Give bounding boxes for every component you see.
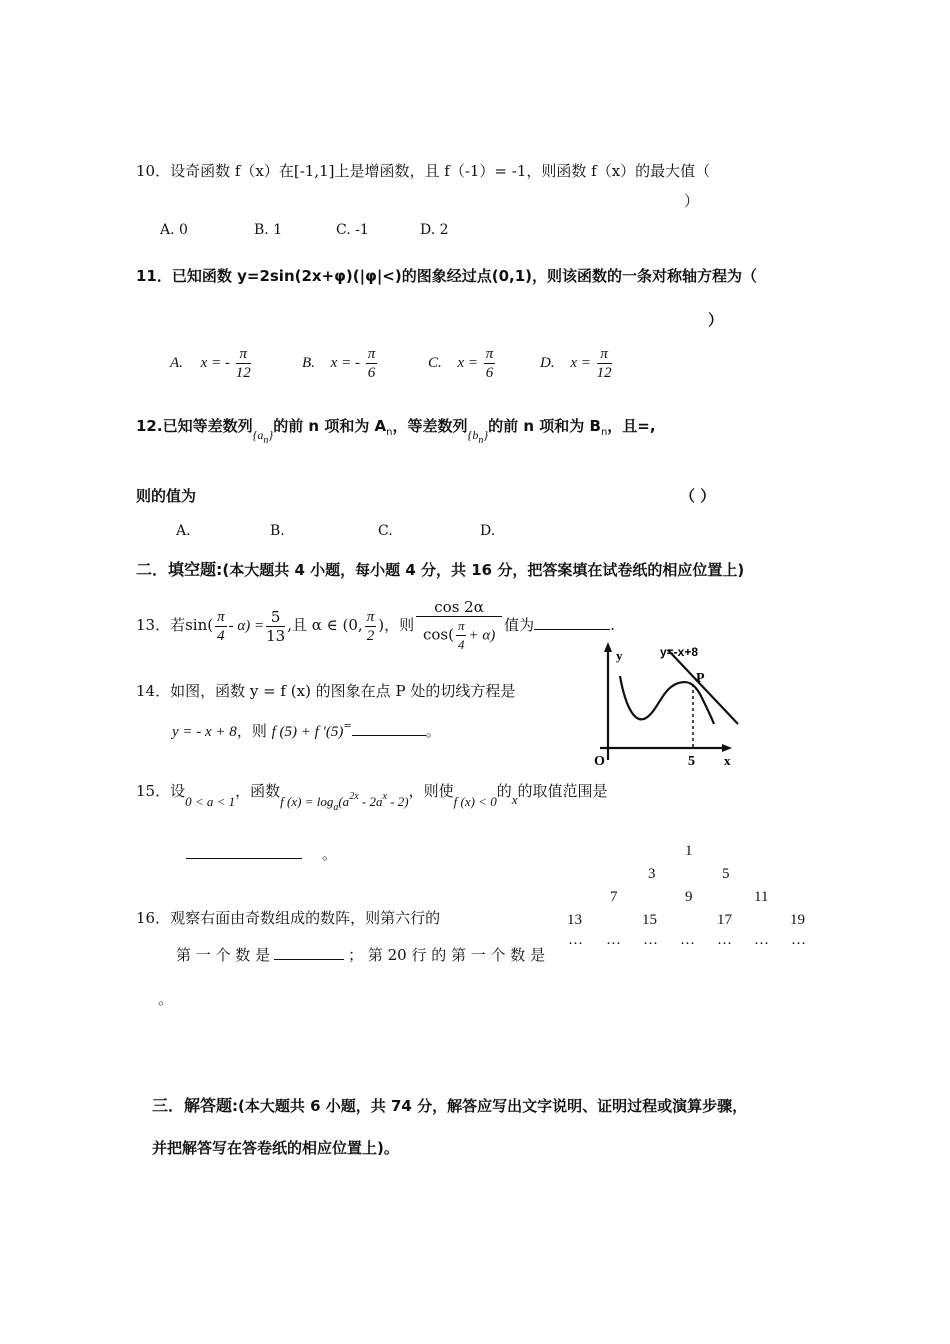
- array-r4-c4: 19: [790, 912, 805, 928]
- q15-cond: 0 < a < 1: [185, 794, 236, 809]
- array-r4-c1: 13: [567, 912, 582, 928]
- tick-5-label: 5: [688, 754, 695, 769]
- q14-tangent-eq: y = - x + 8: [172, 724, 237, 740]
- q13-frac-pi4: $\frac{\pi}{4}$: [217, 608, 225, 644]
- q10-option-a: A. 0: [160, 222, 188, 238]
- q15-end: 。: [322, 845, 338, 863]
- q14-line1: 14．如图，函数 y = f (x) 的图象在点 P 处的切线方程是: [136, 682, 516, 700]
- x-axis-arrow: [722, 744, 732, 752]
- q10-option-c: C. -1: [336, 222, 369, 238]
- q10-stem: 10．设奇函数 f（x）在[-1,1]上是增函数，且 f（-1）= -1，则函数 f（x）的最大值（: [136, 162, 711, 180]
- q12-option-b: B.: [270, 523, 285, 539]
- array-r2-c2: 5: [722, 866, 730, 882]
- q12-sub-b: n: [600, 427, 608, 438]
- array-r1-c1: 1: [685, 843, 693, 859]
- q12-sub-a: n: [386, 427, 393, 438]
- array-r3-c3: 11: [754, 889, 769, 905]
- q12-option-c: C.: [378, 523, 393, 539]
- q12-seq-b: {bn}: [467, 428, 489, 446]
- q14-eqsign: =: [343, 721, 352, 732]
- q15-mid: ，函数: [235, 782, 281, 800]
- q11-option-c-lhs: x =: [457, 354, 479, 371]
- array-dots-4: …: [680, 932, 695, 948]
- q11-option-c-fraction: $\frac{\pi}{6}$: [485, 346, 494, 381]
- q10-option-b: B. 1: [254, 222, 283, 238]
- q15-answer-blank[interactable]: [186, 858, 302, 859]
- array-dots-1: …: [568, 932, 583, 948]
- q15-function: f $(x) = \log_a(a^{2x} - 2a^x - 2)$: [280, 791, 409, 813]
- section2-desc: (本大题共 4 小题，每小题 4 分，共 16 分，把答案填在试卷纸的相应位置上): [222, 561, 745, 579]
- q13-minus-alpha: - α) =: [228, 618, 265, 634]
- section3-desc2: 并把解答写在答卷纸的相应位置上)。: [152, 1139, 399, 1157]
- array-r3-c1: 7: [610, 889, 618, 905]
- q12-part4: 的前 n 项和为 B: [488, 417, 601, 435]
- q13-answer-blank[interactable]: [534, 629, 610, 630]
- q13-then: )，则: [378, 616, 415, 634]
- q15-tail: 的取值范围是: [517, 782, 608, 800]
- q16-line2a: 第 一 个 数 是: [176, 946, 271, 964]
- q16-line2: [176, 944, 545, 965]
- tangent-label: y=-x+8: [660, 645, 699, 659]
- q12-part2: 的前 n 项和为 A: [273, 417, 387, 435]
- q12-line1: [136, 415, 656, 446]
- array-dots-7: …: [791, 932, 806, 948]
- q13-frac-5-13: $\frac{5}{13}$: [266, 607, 286, 645]
- q12-option-d: D.: [480, 523, 496, 539]
- q16-line1: 16．观察右面由奇数组成的数阵，则第六行的: [136, 909, 441, 927]
- q12-part1: 12.已知等差数列: [136, 417, 253, 435]
- q10-option-d: D. 2: [420, 222, 449, 238]
- q15-inequality: f (x) < 0: [453, 794, 497, 809]
- q13-tail: 值为: [504, 616, 535, 634]
- q11-stem: 11．已知函数 y=2sin(2x+φ)(|φ|<)的图象经过点(0,1)，则该函数的一条对称轴方程为（: [136, 267, 758, 285]
- q13-big-fraction: [416, 598, 502, 654]
- q15-de: 的: [496, 782, 512, 800]
- x-label: x: [724, 753, 731, 768]
- array-dots-5: …: [717, 932, 732, 948]
- y-label: y: [616, 648, 623, 663]
- q11-close-paren: ）: [708, 311, 724, 329]
- q11-option-b: [302, 345, 379, 382]
- q11-option-c-label: C.: [428, 354, 442, 371]
- q16-line2b: ； 第 20 行 的 第 一 个 数 是: [348, 946, 546, 964]
- q14-line2: [172, 720, 441, 741]
- section3-heading: [152, 1093, 747, 1116]
- section3-desc1: :(本大题共 6 小题，共 74 分，解答应写出文字说明、证明过程或演算步骤，: [232, 1097, 748, 1115]
- q13-prefix: 13．若: [136, 616, 186, 634]
- q13-line: 13．若sin( $\frac{\pi}{4}$ - α) = $\frac{5}{13}$ ,且 α ∈ (0, $\frac{\pi}{2}$ )，则 cos 2α cos( $\frac{\pi}{4}$ + α) 值为 .: [136, 598, 615, 652]
- q11-option-b-fraction: $\frac{\pi}{6}$: [367, 346, 376, 381]
- q11-option-d-fraction: $\frac{\pi}{12}$: [596, 346, 612, 381]
- point-p-label: P: [696, 671, 705, 686]
- q11-option-a-lhs: x = -: [200, 354, 230, 371]
- q14-answer-blank[interactable]: [352, 735, 426, 736]
- q13-sin: sin(: [185, 616, 214, 634]
- section3-title: 三．解答题: [152, 1096, 233, 1115]
- q11-option-b-label: B.: [302, 354, 315, 371]
- q11-option-c: [428, 345, 497, 382]
- q14-then: ，则: [236, 722, 267, 740]
- q11-option-d-lhs: x =: [570, 354, 591, 371]
- section2-title: 二．填空题:: [136, 560, 223, 579]
- array-dots-2: …: [606, 932, 621, 948]
- q11-option-a-label: A.: [170, 354, 183, 371]
- q12-part3: ，等差数列: [392, 417, 468, 435]
- array-dots-6: …: [754, 932, 769, 948]
- q15-prefix: 15．设: [136, 782, 186, 800]
- q11-option-b-lhs: x = -: [330, 354, 360, 371]
- q14-graph: [580, 640, 750, 770]
- q16-blank-1[interactable]: [274, 959, 344, 960]
- q13-denominator: cos( $\frac{\pi}{4}$ + α): [422, 618, 496, 652]
- tangent-line: [668, 650, 738, 724]
- q12-paren: （ ）: [680, 487, 716, 505]
- q12-seq-a: {an}: [252, 428, 274, 446]
- q13-cond: ,且 α ∈ (0,: [287, 616, 363, 634]
- origin-label: O: [594, 754, 605, 769]
- q13-numerator: cos 2α: [416, 598, 502, 617]
- q14-expr: f (5) + f ′(5): [271, 724, 344, 740]
- q12-line2: 则的值为: [136, 487, 197, 505]
- q15-then: ，则使: [408, 782, 454, 800]
- array-dots-3: …: [643, 932, 658, 948]
- q10-close-paren: ）: [684, 192, 700, 210]
- q15-x: x: [511, 792, 518, 807]
- q13-frac-pi2: $\frac{\pi}{2}$: [366, 608, 375, 644]
- q16-end: 。: [158, 990, 174, 1008]
- q12-option-a: A.: [176, 523, 191, 539]
- q11-option-a-fraction: $\frac{\pi}{12}$: [235, 346, 251, 381]
- array-r2-c1: 3: [648, 866, 656, 882]
- q15-line: [136, 780, 608, 813]
- array-r4-c3: 17: [717, 912, 732, 928]
- q15-answer-line: [186, 843, 337, 864]
- q12-part5: ，且=,: [607, 417, 656, 435]
- q14-end: 。: [425, 722, 441, 740]
- y-axis-arrow: [604, 642, 612, 652]
- q11-option-d: [540, 345, 614, 382]
- q11-option-d-label: D.: [540, 354, 555, 371]
- section2-heading: [136, 557, 744, 580]
- array-r4-c2: 15: [642, 912, 657, 928]
- array-r3-c2: 9: [685, 889, 693, 905]
- q11-option-a: [170, 345, 253, 382]
